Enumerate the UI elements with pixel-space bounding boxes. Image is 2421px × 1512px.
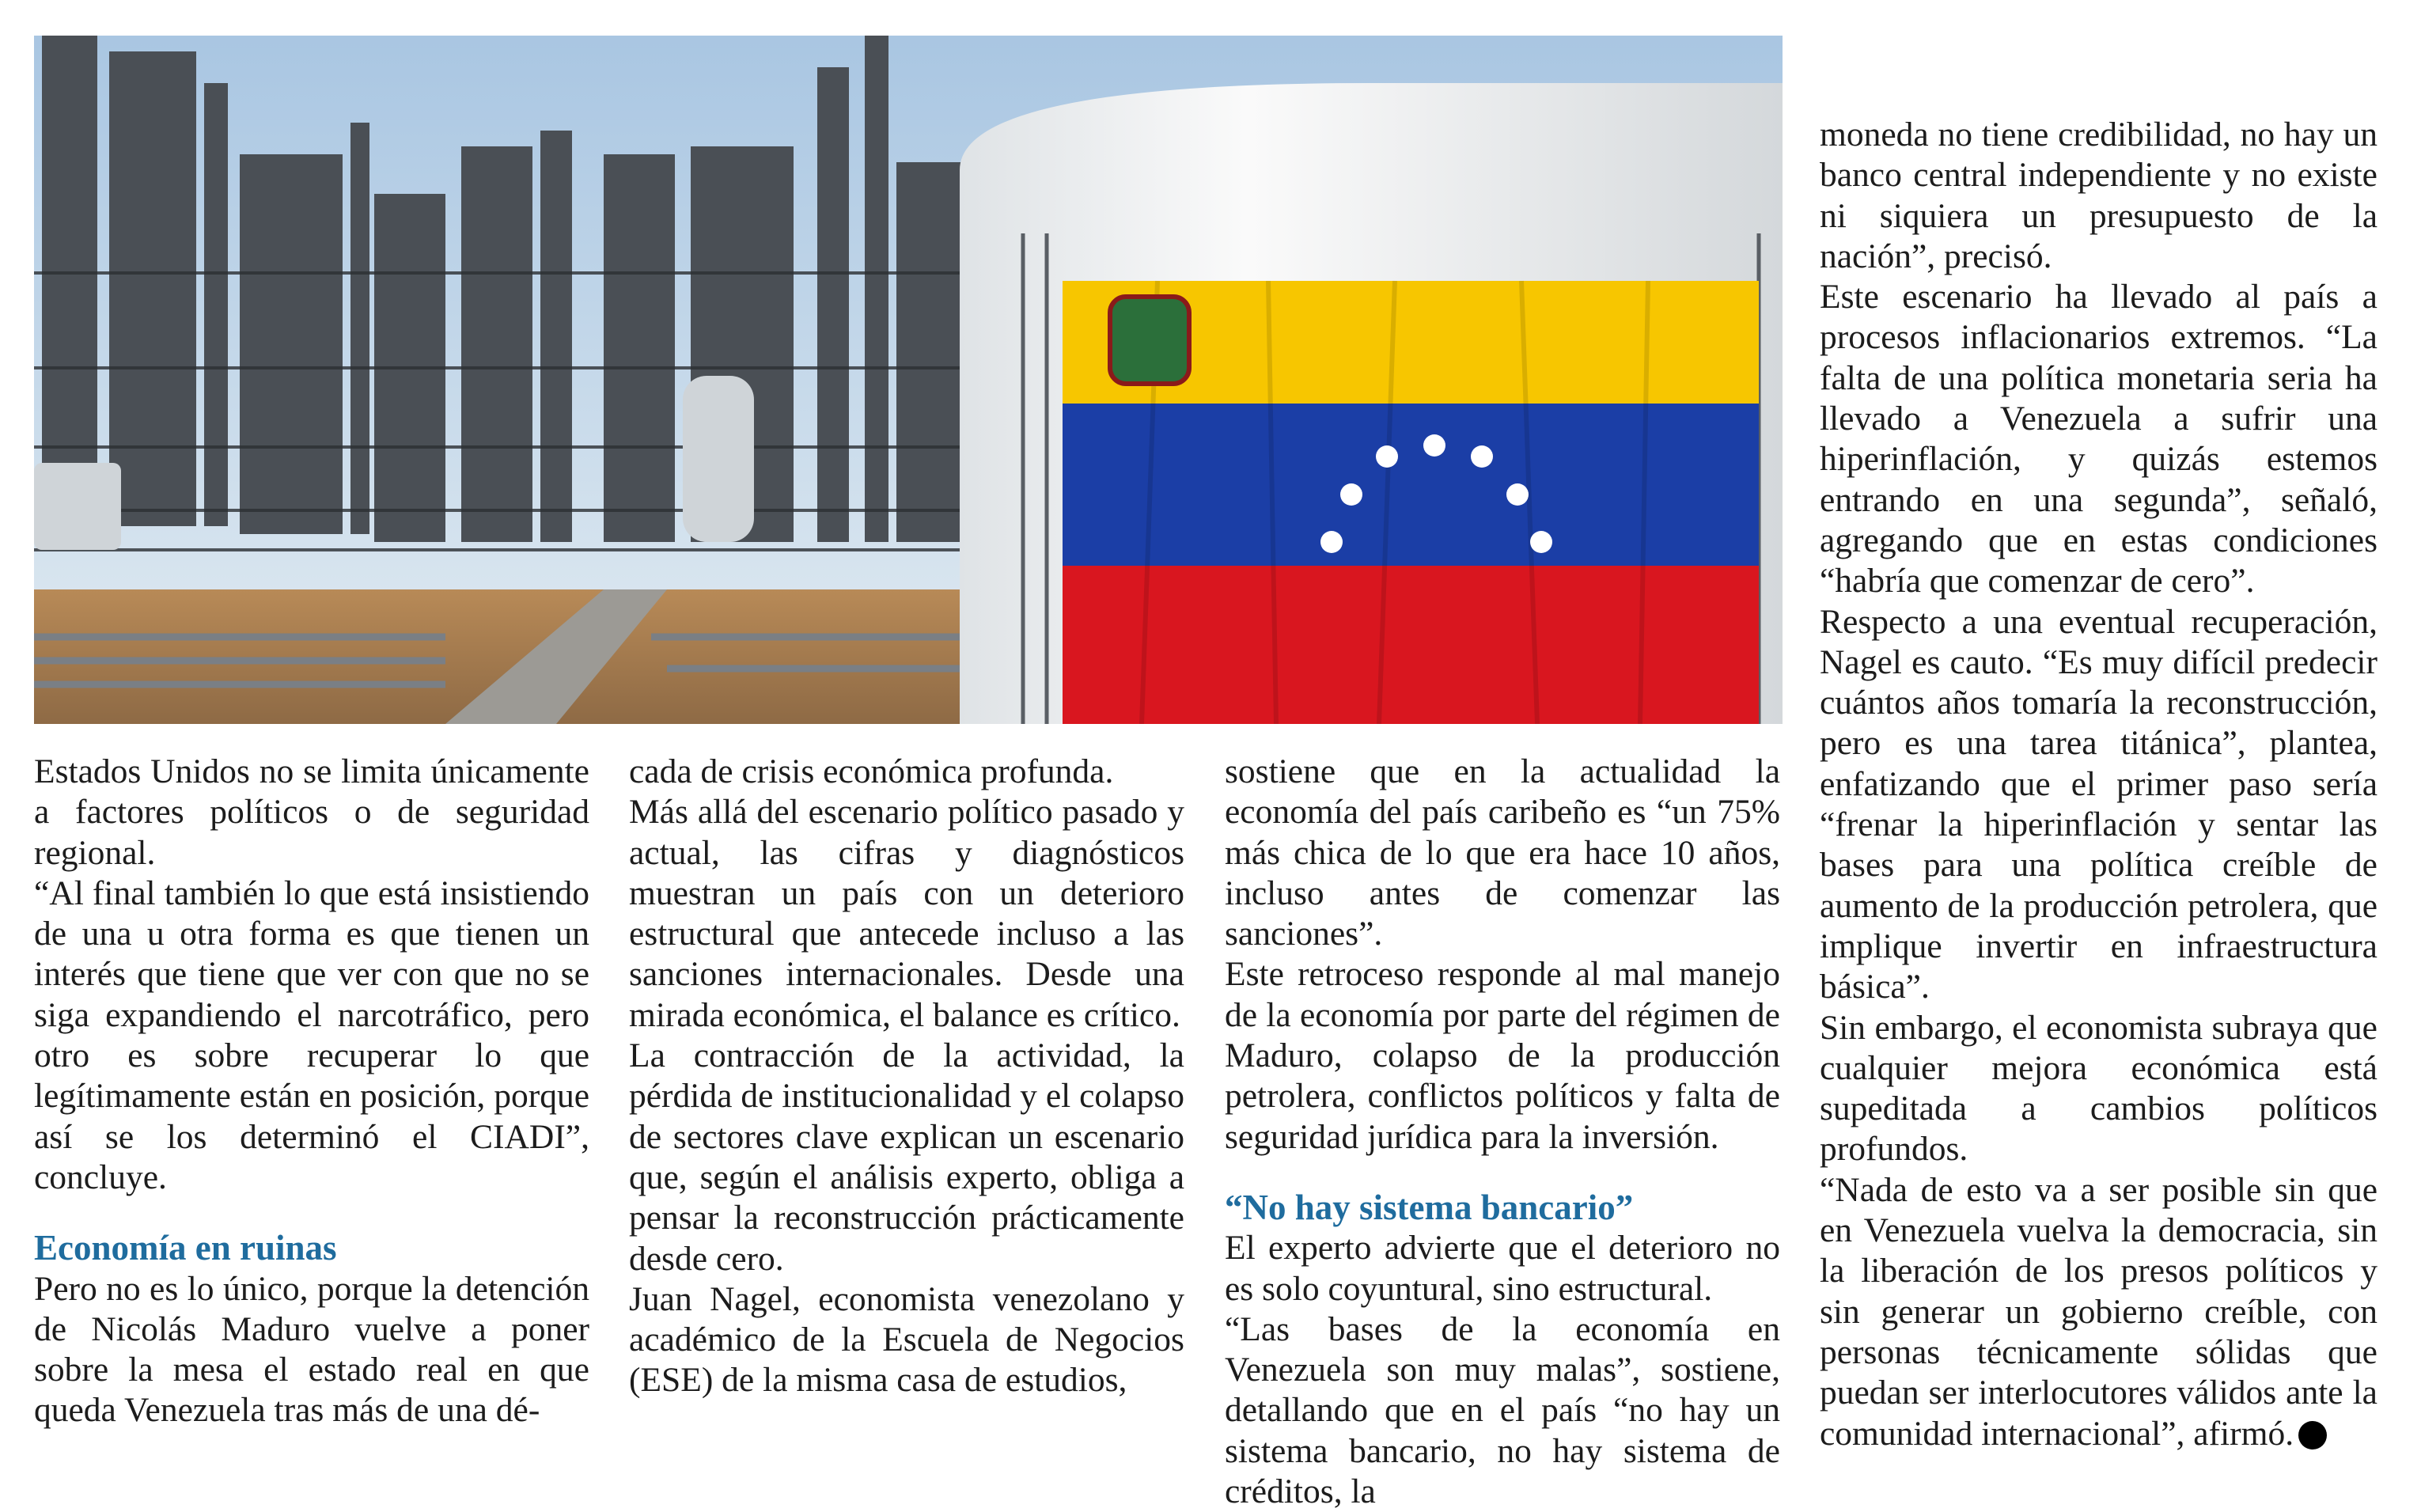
paragraph: cada de crisis económica profunda. — [629, 752, 1114, 790]
paragraph: moneda no tiene credibilidad, no hay un banco central independiente y no existe ni siquiera un presupuesto de la nación”, precisó. — [1820, 116, 2377, 275]
article-column-4 — [1820, 115, 2377, 1454]
article-column-2 — [629, 752, 1184, 1401]
paragraph: Más allá del escenario político pasado y actual, las cifras y diagnósticos muestran un país con un deterioro estructural que antecede incluso a las sanciones internacionales. Desde una mirada económica, el balance es crítico. — [629, 793, 1184, 1034]
end-of-article-dot-icon — [2298, 1421, 2327, 1449]
paragraph: Respecto a una eventual recuperación, Nagel es cauto. “Es muy difícil predecir cuántos años tomaría la reconstrucción, pero es una tarea titánica”, plantea, enfatizando que el primer paso sería “frenar la hiperinflación y sentar las bases para una política creíble de aumento de la producción petrolera, que implique invertir en infraestructura básica”. — [1820, 602, 2377, 1006]
paragraph: La contracción de la actividad, la pérdida de institucionalidad y el colapso de sectores clave explican un escenario que, según el análisis experto, obliga a pensar la reconstrucción prácticamente desde cero. — [629, 1036, 1184, 1278]
article-column-1 — [34, 752, 589, 1431]
paragraph: El experto advierte que el deterioro no es solo coyuntural, sino estructural. — [1225, 1229, 1780, 1308]
refinery-flag-photo — [34, 36, 1783, 724]
section-heading-economia: Economía en ruinas — [34, 1228, 337, 1268]
section-heading-sistema-bancario: “No hay sistema bancario” — [1225, 1187, 1634, 1227]
paragraph: Sin embargo, el economista subraya que cualquier mejora económica está supeditada a cambios políticos profundos. — [1820, 1008, 2377, 1169]
paragraph: Este retroceso responde al mal manejo de la economía por parte del régimen de Maduro, colapso de la producción petrolera, conflictos políticos y falta de seguridad jurídica para la inversión. — [1225, 955, 1780, 1156]
paragraph: “Las bases de la economía en Venezuela son muy malas”, sostiene, detallando que en el país “no hay un sistema bancario, no hay sistema de créditos, la — [1225, 1309, 1780, 1511]
paragraph: “Al final también lo que está insistiendo de una u otra forma es que tienen un interés que tiene que ver con que no se siga expandiendo el narcotráfico, pero otro es sobre recuperar lo que legítimamente están en posición, porque así se los determinó el CIADI”, concluye. — [34, 873, 589, 1196]
paragraph: Estados Unidos no se limita únicamente a factores políticos o de seguridad regional. — [34, 752, 589, 872]
article-column-3 — [1225, 752, 1780, 1512]
venezuela-flag — [1063, 281, 1759, 724]
paragraph: Juan Nagel, economista venezolano y académico de la Escuela de Negocios (ESE) de la misma casa de estudios, — [629, 1279, 1184, 1400]
paragraph: sostiene que en la actualidad la economía del país caribeño es “un 75% más chica de lo que era hace 10 años, incluso antes de comenzar las sanciones”. — [1225, 752, 1780, 953]
paragraph: Este escenario ha llevado al país a procesos inflacionarios extremos. “La falta de una política monetaria seria ha llevado a Venezuela a sufrir una hiperinflación, y quizás estemos entrando en una segunda”, señaló, agregando que en estas condiciones “habría que comenzar de cero”. — [1820, 278, 2377, 601]
paragraph: Pero no es lo único, porque la detención de Nicolás Maduro vuelve a poner sobre la mesa el estado real en que queda Venezuela tras más de una dé- — [34, 1269, 589, 1430]
paragraph-text: “Nada de esto va a ser posible sin que en Venezuela vuelva la democracia, sin la liberación de los presos políticos y sin generar un gobierno creíble, con personas técnicamente sólidas que puedan ser interlocutores válidos ante la comunidad internacional”, afirmó. — [1820, 1170, 2377, 1453]
paragraph-final — [1820, 1170, 2377, 1454]
